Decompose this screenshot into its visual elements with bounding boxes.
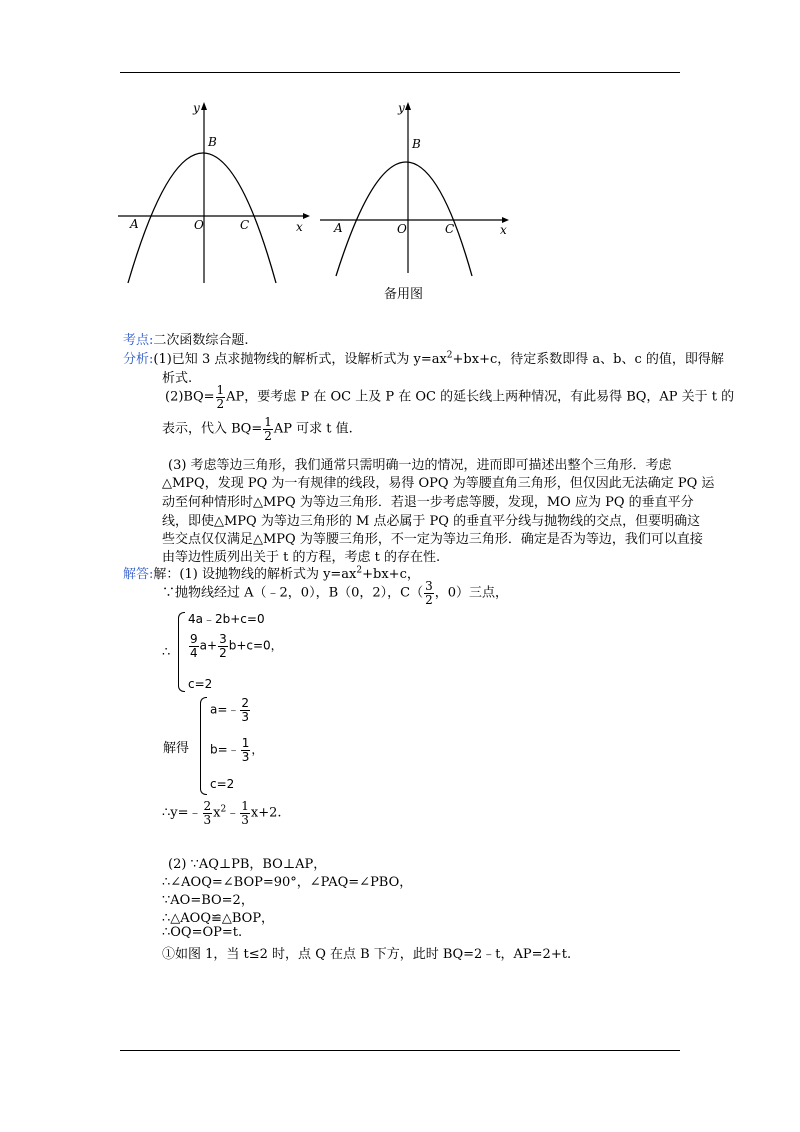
frac-num: 9: [190, 632, 198, 646]
jieda-l1b: +bx+c，: [362, 567, 420, 582]
kaodian-text: 二次函数综合题.: [153, 333, 249, 348]
frac-den: 3: [241, 709, 250, 724]
label-C: C: [240, 218, 250, 232]
frac-num: 2: [241, 696, 250, 710]
fraction-half: [216, 384, 226, 410]
sol-b: [210, 737, 263, 763]
fenxi-p3-l4: 线，即使△MPQ 为等边三角形的 M 点必属于 PQ 的垂直平分线与抛物线的交点，但要明确这: [162, 514, 701, 529]
kaodian-row: [123, 329, 249, 348]
frac-num: 1: [216, 383, 225, 397]
fenxi-p3-l2: △MPQ，发现 PQ 为一有规律的线段，易得 OPQ 为等腰直角三角形，但仅因此无法确定 PQ 运: [162, 476, 715, 491]
system-brace: [178, 612, 185, 692]
label-y: y: [193, 101, 200, 115]
frac-nine-fourths: [189, 633, 199, 659]
frac-den: 3: [241, 812, 249, 827]
frac-den: 4: [190, 645, 198, 660]
res-d: x+2.: [250, 805, 282, 821]
frac-den: 2: [264, 428, 272, 443]
fenxi-p2c: 表示，代入 BQ=: [162, 421, 263, 437]
sol-c: c=2: [210, 777, 235, 791]
eq-2-comma: ，: [270, 638, 283, 653]
part2-l3: ∵AO=BO=2，: [162, 893, 254, 908]
frac-den: 3: [241, 749, 250, 764]
fenxi-line-2: 析式.: [162, 371, 193, 386]
label-A: A: [334, 221, 343, 235]
fenxi-p3-l1: (3) 考虑等边三角形，我们通常只需明确一边的情况，进而即可描述出整个三角形．考虑: [168, 458, 672, 473]
bottom-rule: [120, 1050, 680, 1051]
label-B: B: [412, 137, 421, 151]
jieda-l2b: ，0）三点，: [434, 585, 509, 601]
fenxi-p3-l6: 由等边性质列出关于 t 的方程，考虑 t 的存在性.: [162, 550, 441, 565]
fenxi-p1a: (1)已知 3 点求抛物线的解析式，设解析式为 y=ax: [153, 352, 447, 367]
frac-num: 2: [203, 799, 212, 813]
label-A: A: [130, 217, 139, 231]
parabola-curve: [336, 162, 472, 276]
frac-num: 1: [241, 799, 249, 813]
res-c: ﹣: [226, 805, 240, 821]
eq-2-b: b+c=0: [228, 638, 271, 653]
fenxi-p2a: (2)BQ=: [165, 389, 215, 405]
y-axis-arrow: [405, 102, 411, 110]
y-axis-arrow: [201, 102, 207, 110]
eq-1: 4a﹣2b+c=0: [188, 612, 265, 626]
parabola-graph-1: [118, 98, 318, 288]
fraction-three-halves: [424, 580, 434, 606]
fenxi-p2b: AP，要考虑 P 在 OC 上及 P 在 OC 的延长线上两种情况，有此易得 BQ，AP 关于 t 的: [226, 389, 735, 405]
fenxi-line-1: [123, 348, 724, 367]
fenxi-p1-sup: 2: [446, 350, 453, 361]
x-axis-arrow: [303, 213, 310, 219]
jieda-l1-sup: 2: [356, 565, 363, 576]
kaodian-label: 考点:: [123, 333, 154, 348]
parabola-graph-2: [320, 98, 520, 288]
part2-l6: ①如图 1，当 t≤2 时，点 Q 在点 B 下方，此时 BQ=2﹣t，AP=2+t.: [162, 947, 572, 962]
therefore-symbol: ∴: [162, 645, 171, 660]
fenxi-p3-l5: 些交点仅仅满足△MPQ 为等腰三角形，不一定为等边三角形．确定是否为等边，我们可以直接: [162, 532, 703, 547]
fenxi-p2-line-2: [162, 416, 353, 442]
fenxi-p2d: AP 可求 t 值.: [273, 421, 353, 437]
frac-one-third: [241, 737, 251, 763]
label-y: y: [398, 101, 405, 115]
frac-den: 2: [219, 645, 227, 660]
sol-b-text: b=﹣: [210, 742, 240, 757]
frac-den: 2: [425, 592, 433, 607]
sol-a: [210, 697, 251, 723]
graph-caption: 备用图: [384, 287, 424, 302]
fenxi-p2-line: [165, 384, 734, 410]
result-line: [162, 800, 282, 826]
frac-den: 3: [203, 812, 212, 827]
jieda-l2a: ∵抛物线经过 A（﹣2，0），B（0，2），C（: [162, 585, 424, 601]
eq-2-a: a+: [199, 638, 218, 653]
jieda-l1a: 解：(1) 设抛物线的解析式为 y=ax: [153, 567, 357, 582]
fraction-half-2: [263, 416, 273, 442]
solution-brace: [200, 697, 207, 795]
jieda-line-2: [162, 580, 508, 606]
res-b: x: [213, 805, 221, 821]
label-O: O: [194, 218, 204, 232]
frac-den: 2: [216, 396, 225, 411]
label-B: B: [208, 135, 217, 149]
sol-a-text: a=﹣: [210, 702, 240, 717]
frac-num: 1: [241, 736, 250, 750]
fenxi-p3-l3: 动至何种情形时△MPQ 为等边三角形．若退一步考虑等腰，发现，MO 应为 PQ 的垂直平分: [162, 495, 694, 510]
frac-two-thirds: [240, 697, 250, 723]
frac-res-2: [240, 800, 250, 826]
res-sup: 2: [220, 804, 227, 815]
label-x: x: [296, 220, 303, 234]
frac-num: 1: [264, 415, 272, 429]
part2-l2: ∴∠AOQ=∠BOP=90°，∠PAQ=∠PBO，: [162, 875, 413, 890]
jiede-label: 解得: [163, 741, 190, 756]
part2-l1: (2) ∵AQ⊥PB，BO⊥AP，: [168, 857, 327, 872]
sol-b-comma: ，: [251, 742, 264, 757]
frac-num: 3: [425, 579, 433, 593]
frac-num: 3: [219, 632, 227, 646]
part2-l4: ∴△AOQ≌△BOP，: [162, 911, 275, 926]
top-rule: [120, 72, 680, 73]
fenxi-label: 分析:: [123, 352, 154, 367]
res-a: ∴y=﹣: [162, 805, 202, 821]
jieda-label: 解答:: [123, 567, 154, 582]
part2-l5: ∴OQ=OP=t.: [162, 925, 243, 940]
label-x: x: [500, 223, 507, 237]
fenxi-p1b: +bx+c，待定系数即得 a、b、c 的值，即得解: [452, 352, 724, 367]
label-O: O: [397, 222, 407, 236]
label-C: C: [445, 222, 455, 236]
eq-2: [188, 633, 283, 659]
frac-res-1: [203, 800, 213, 826]
frac-three-halves: [218, 633, 228, 659]
eq-3: c=2: [188, 677, 213, 691]
